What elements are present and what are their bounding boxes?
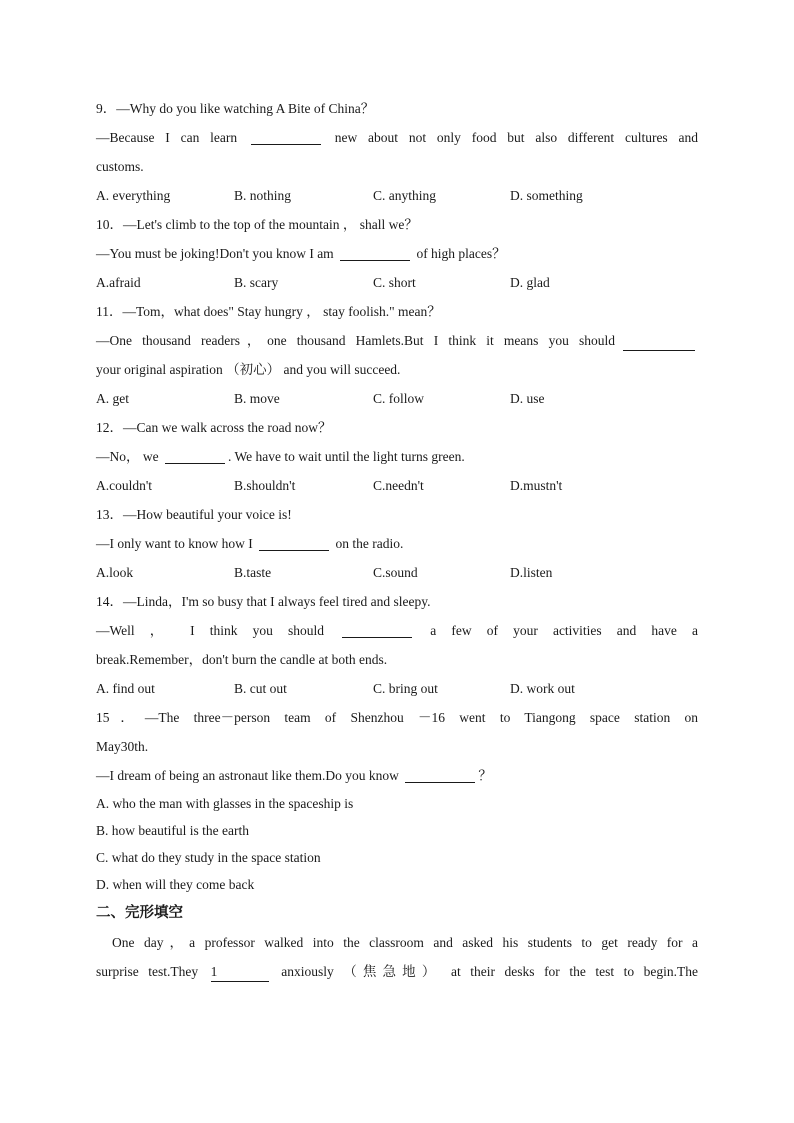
answer-15: —I dream of being an astronaut like them.Do you know ？: [96, 768, 492, 783]
option-d: D.mustn't: [510, 478, 563, 493]
answer-blank: [251, 128, 321, 145]
question-15-cont: May30th.: [96, 739, 149, 754]
section-title: 二、完形填空: [96, 905, 183, 921]
option-c: C.needn't: [373, 478, 424, 493]
question-11: 11．—Tom，what does" Stay hungry ， stay foolish." mean？: [96, 304, 441, 319]
answer-12: —No， we . We have to wait until the light turns green.: [96, 449, 465, 464]
answer-14: —Well ， I think you should a few of your activities and have a: [96, 623, 699, 638]
option-b: B. how beautiful is the earth: [96, 823, 249, 838]
option-a: A. everything: [96, 188, 171, 203]
answer-blank: [259, 534, 329, 551]
option-b: B. move: [234, 391, 280, 406]
answer-9: —Because I can learn new about not only food but also different cultures and: [96, 130, 698, 145]
document-page: [96, 94, 698, 986]
option-b: B. nothing: [234, 188, 292, 203]
question-15: 15．—The three－person team of Shenzhou －16 went to Tiangong space station on: [96, 710, 698, 725]
option-b: B.taste: [234, 565, 272, 580]
question-10: 10．—Let's climb to the top of the mountain ， shall we？: [96, 217, 418, 232]
answer-9-cont: customs.: [96, 159, 144, 174]
options-10: [96, 268, 698, 297]
option-b: B.shouldn't: [234, 478, 296, 493]
answer-blank: [405, 766, 475, 783]
option-d: D.listen: [510, 565, 553, 580]
option-a: A.afraid: [96, 275, 141, 290]
blank-number: 1: [211, 963, 269, 982]
question-12: 12．—Can we walk across the road now？: [96, 420, 332, 435]
answer-10: —You must be joking!Don't you know I am of high places？: [96, 246, 506, 261]
options-14: [96, 674, 698, 703]
option-a: A. find out: [96, 681, 155, 696]
options-13: [96, 558, 698, 587]
options-9: [96, 181, 698, 210]
options-11: [96, 384, 698, 413]
answer-11-cont: your original aspiration （初心） and you will succeed.: [96, 362, 401, 377]
option-c: C. short: [373, 275, 416, 290]
option-a: A. get: [96, 391, 129, 406]
answer-blank: [165, 447, 225, 464]
answer-13: —I only want to know how I on the radio.: [96, 536, 404, 551]
answer-14-cont: break.Remember，don't burn the candle at both ends.: [96, 652, 388, 667]
passage-line-2: surprise test.They 1 anxiously （焦急地） at their desks for the test to begin.The: [96, 957, 698, 986]
option-c: C. what do they study in the space station: [96, 850, 321, 865]
question-14: 14．—Linda，I'm so busy that I always feel tired and sleepy.: [96, 594, 431, 609]
option-c: C. anything: [373, 188, 436, 203]
option-a: A.couldn't: [96, 478, 153, 493]
answer-11: —One thousand readers，one thousand Hamlets.But I think it means you should: [96, 326, 698, 355]
options-12: [96, 471, 698, 500]
answer-blank: [340, 244, 410, 261]
option-c: C.sound: [373, 565, 418, 580]
option-c: C. follow: [373, 391, 425, 406]
option-d: D. work out: [510, 681, 575, 696]
option-d: D. something: [510, 188, 583, 203]
answer-blank: [342, 621, 412, 638]
option-d: D. when will they come back: [96, 877, 255, 892]
option-c: C. bring out: [373, 681, 438, 696]
option-a: A.look: [96, 565, 134, 580]
option-d: D. use: [510, 391, 545, 406]
option-b: B. scary: [234, 275, 279, 290]
option-d: D. glad: [510, 275, 550, 290]
option-a: A. who the man with glasses in the spaceship is: [96, 796, 354, 811]
question-9: 9．—Why do you like watching A Bite of China？: [96, 101, 375, 116]
answer-blank: [623, 334, 695, 351]
passage-line-1: One day，a professor walked into the classroom and asked his students to get ready for a: [112, 935, 698, 950]
option-b: B. cut out: [234, 681, 287, 696]
question-13: 13．—How beautiful your voice is!: [96, 507, 292, 522]
